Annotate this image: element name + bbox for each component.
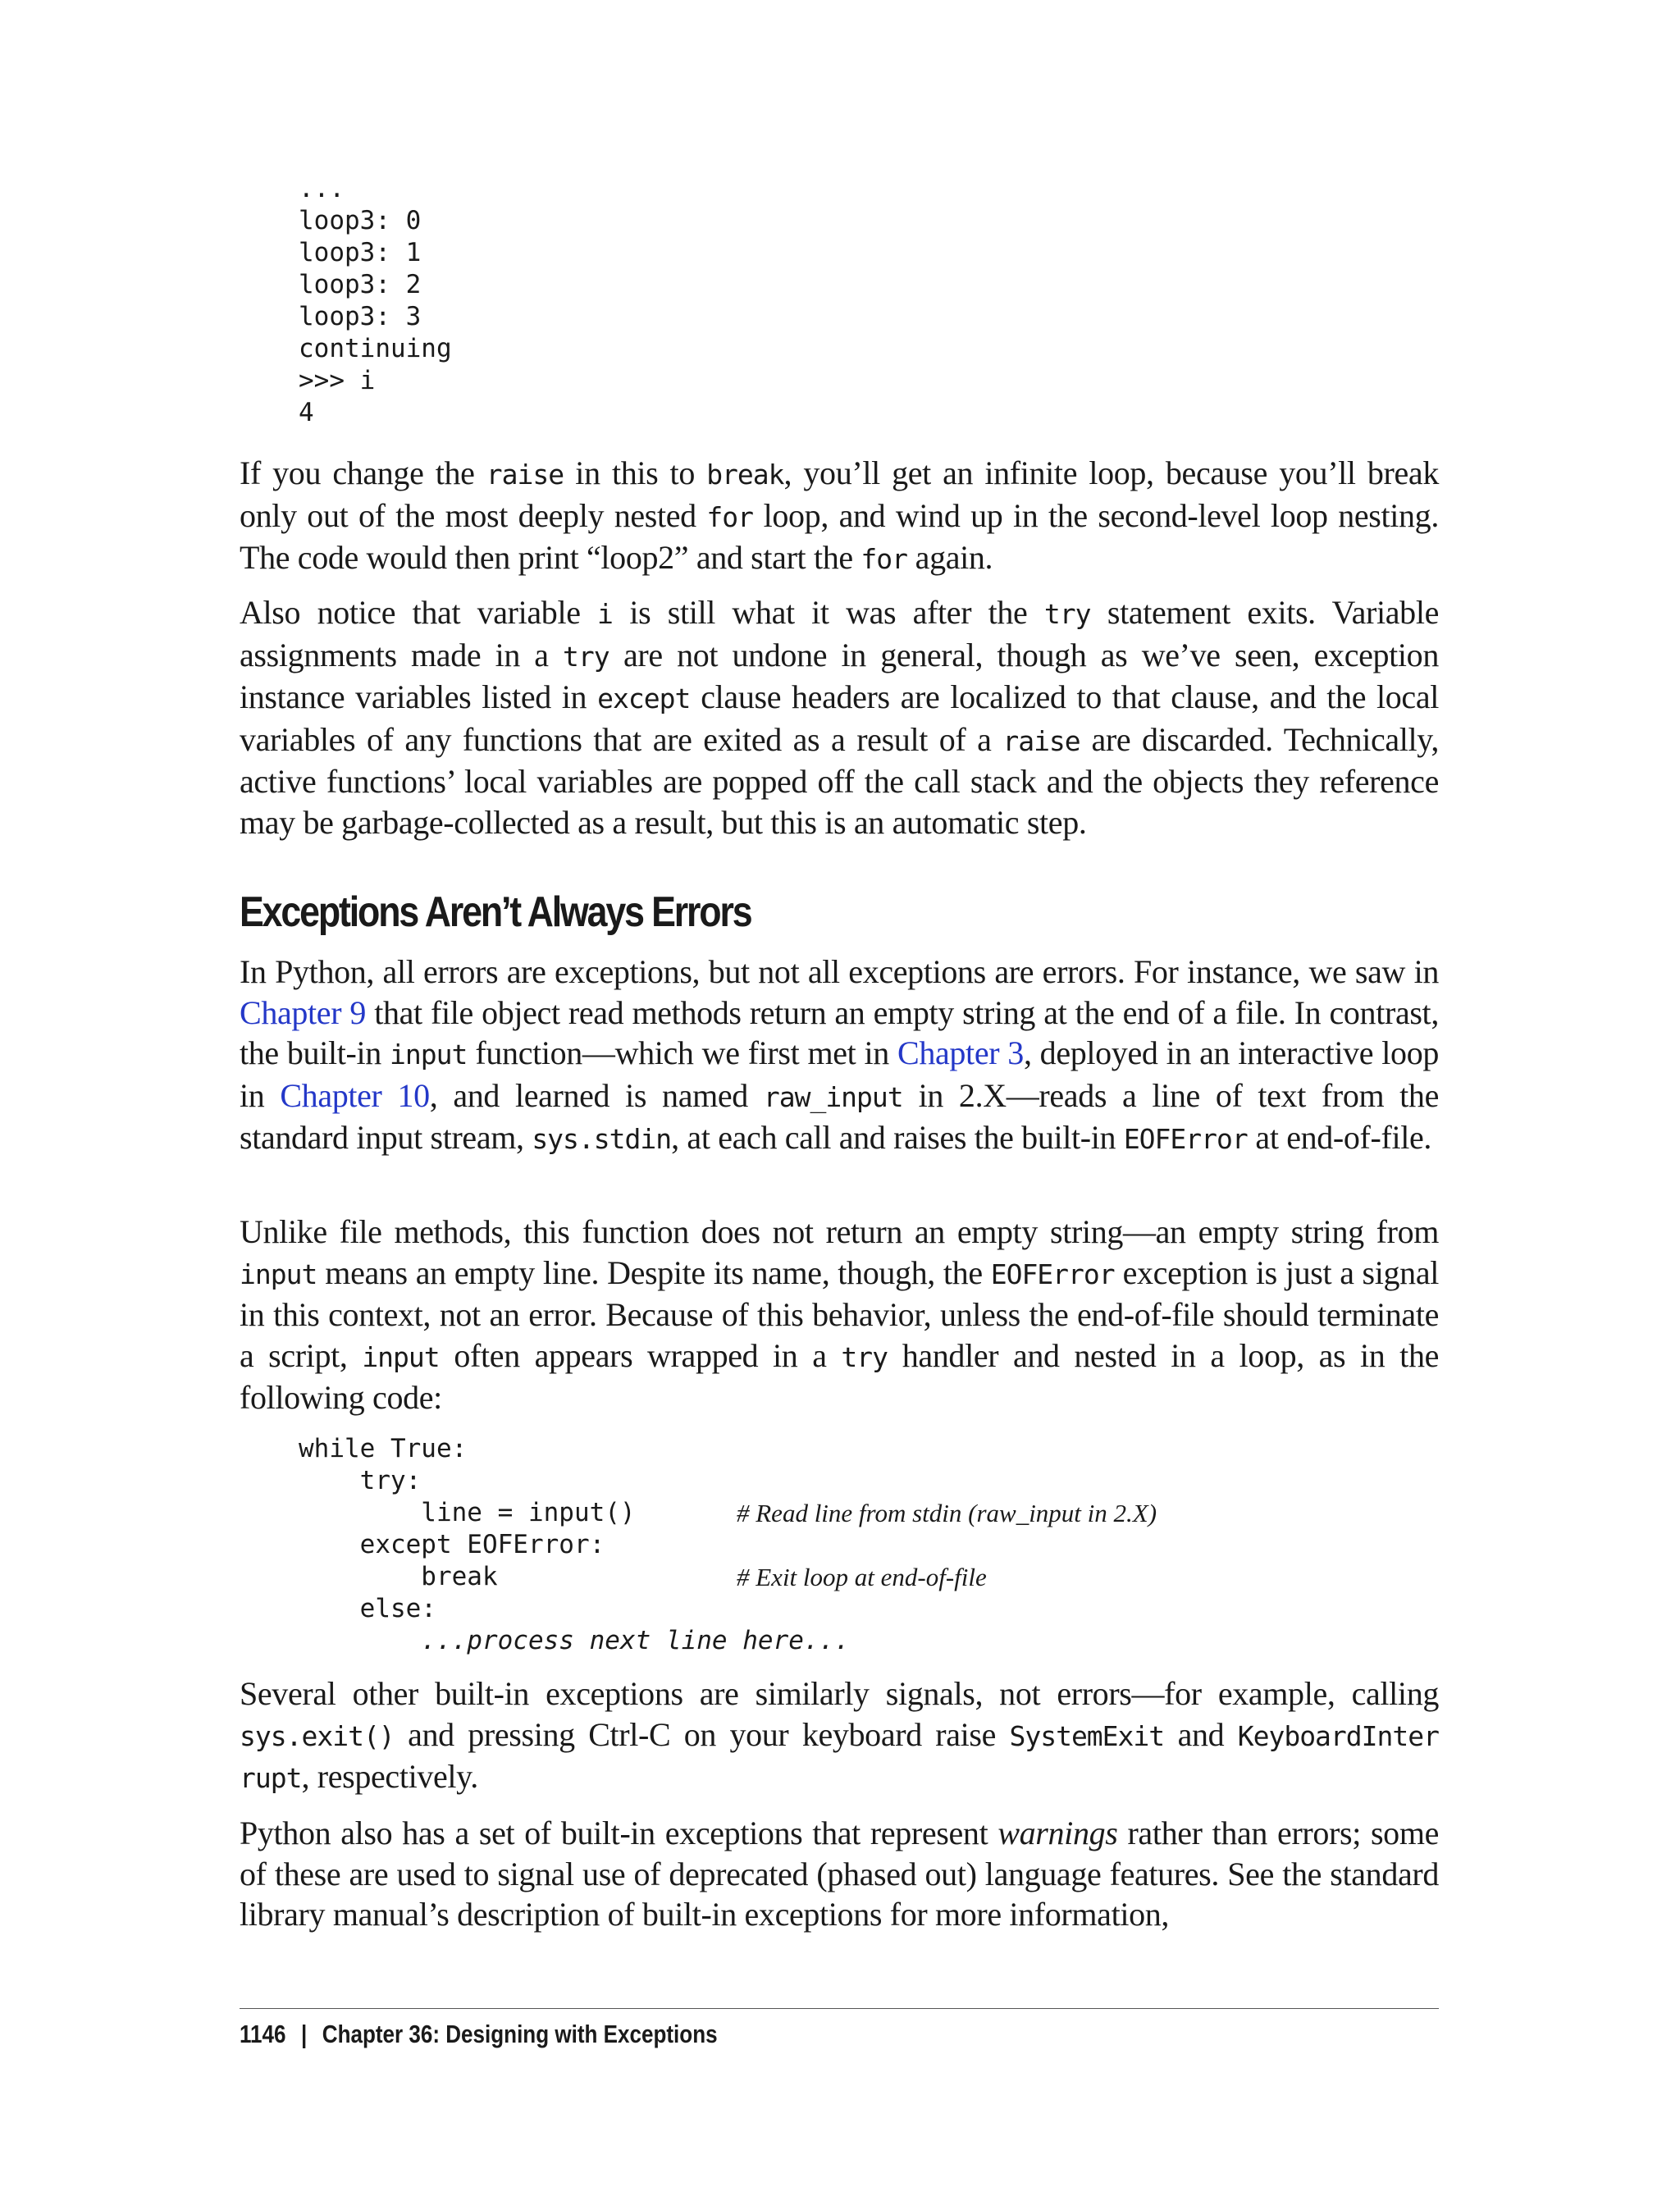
code-line: loop3: 1 [299,238,422,267]
code-line: try: [299,1466,422,1495]
code-line: >>> i [299,366,376,395]
footer-separator: | [300,2020,308,2048]
footer-chapter-title: Chapter 36: Designing with Exceptions [322,2020,718,2048]
link-chapter-9[interactable]: Chapter 9 [240,993,367,1031]
code-comment: # Exit loop at end-of-file [737,1563,987,1591]
code-line: except EOFError: [299,1530,605,1559]
code-comment: # Read line from stdin (raw_input in 2.X) [737,1499,1157,1527]
page-footer [240,2020,718,2049]
code-line: while True: [299,1434,468,1463]
paragraph-warnings: Python also has a set of built-in exceptions that represent warnings rather than errors; some of these are used to signal use of deprecated (phased out) language features. See the standard library manual’s description of built-in exceptions for more information, [240,1815,1439,1933]
code-line: loop3: 2 [299,270,422,299]
code-line: loop3: 0 [299,206,422,235]
code-line: ... [299,174,345,203]
link-chapter-10[interactable]: Chapter 10 [280,1076,430,1114]
code-line: ...process next line here... [299,1626,850,1655]
link-chapter-3[interactable]: Chapter 3 [897,1034,1024,1071]
code-line: continuing [299,334,452,363]
code-output-listing [299,173,452,429]
code-line: 4 [299,398,314,427]
footer-rule [240,2008,1439,2009]
section-heading: Exceptions Aren’t Always Errors [240,888,751,936]
code-example-input-loop [299,1433,1157,1657]
paragraph-raise-break: If you change the raise in this to break, you’ll get an infinite loop, because you’ll break only out of the most deeply nested for loop, and wind up in the second-level loop nesting. The code would then print “loop2” and start the for again. [240,454,1439,576]
code-line: loop3: 3 [299,302,422,331]
code-line: line = input() # Read line from stdin (raw_input in 2.X) [299,1498,1157,1527]
paragraph-eoferror-signal: Unlike file methods, this function does not return an empty string—an empty string from input means an empty line. Despite its name, though, the EOFError exception is just a signal in this context, not an error. Because of this behavior, unless the end-of-file should terminate a script, input often appears wrapped in a try handler and nested in a loop, as in the following code: [240,1213,1439,1416]
paragraph-signal-exceptions: Several other built-in exceptions are similarly signals, not errors—for example, calling sys.exit() and pressing Ctrl-C on your keyboard raise SystemExit and KeyboardInter rupt, respectively. [240,1675,1439,1795]
paragraph-variable-i: Also notice that variable i is still what it was after the try statement exits. Variable assignments made in a try are not undone in general, though as we’ve seen, exception instance variables listed in except clause headers are localized to that clause, and the local variables of any functions that are exited as a result of a raise are discarded. Technically, active functions’ local variables are popped off the call stack and the objects they reference may be garbage-collected as a result, but this is an automatic step. [240,594,1440,841]
page-number: 1146 [240,2020,286,2048]
code-line: break # Exit loop at end-of-file [299,1562,987,1591]
paragraph-errors-exceptions: In Python, all errors are exceptions, but not all exceptions are errors. For instance, we saw in Chapter 9 that file object read methods return an empty string at the end of a file. In contrast, the built-in input function—which we first met in Chapter 3, deployed in an interactive loop in Chapter 10, and learned is named raw_input in 2.X—reads a line of text from the standard input stream, sys.stdin, at each call and raises the built-in EOFError at end-of-file. [240,953,1439,1156]
code-line: else: [299,1594,436,1623]
